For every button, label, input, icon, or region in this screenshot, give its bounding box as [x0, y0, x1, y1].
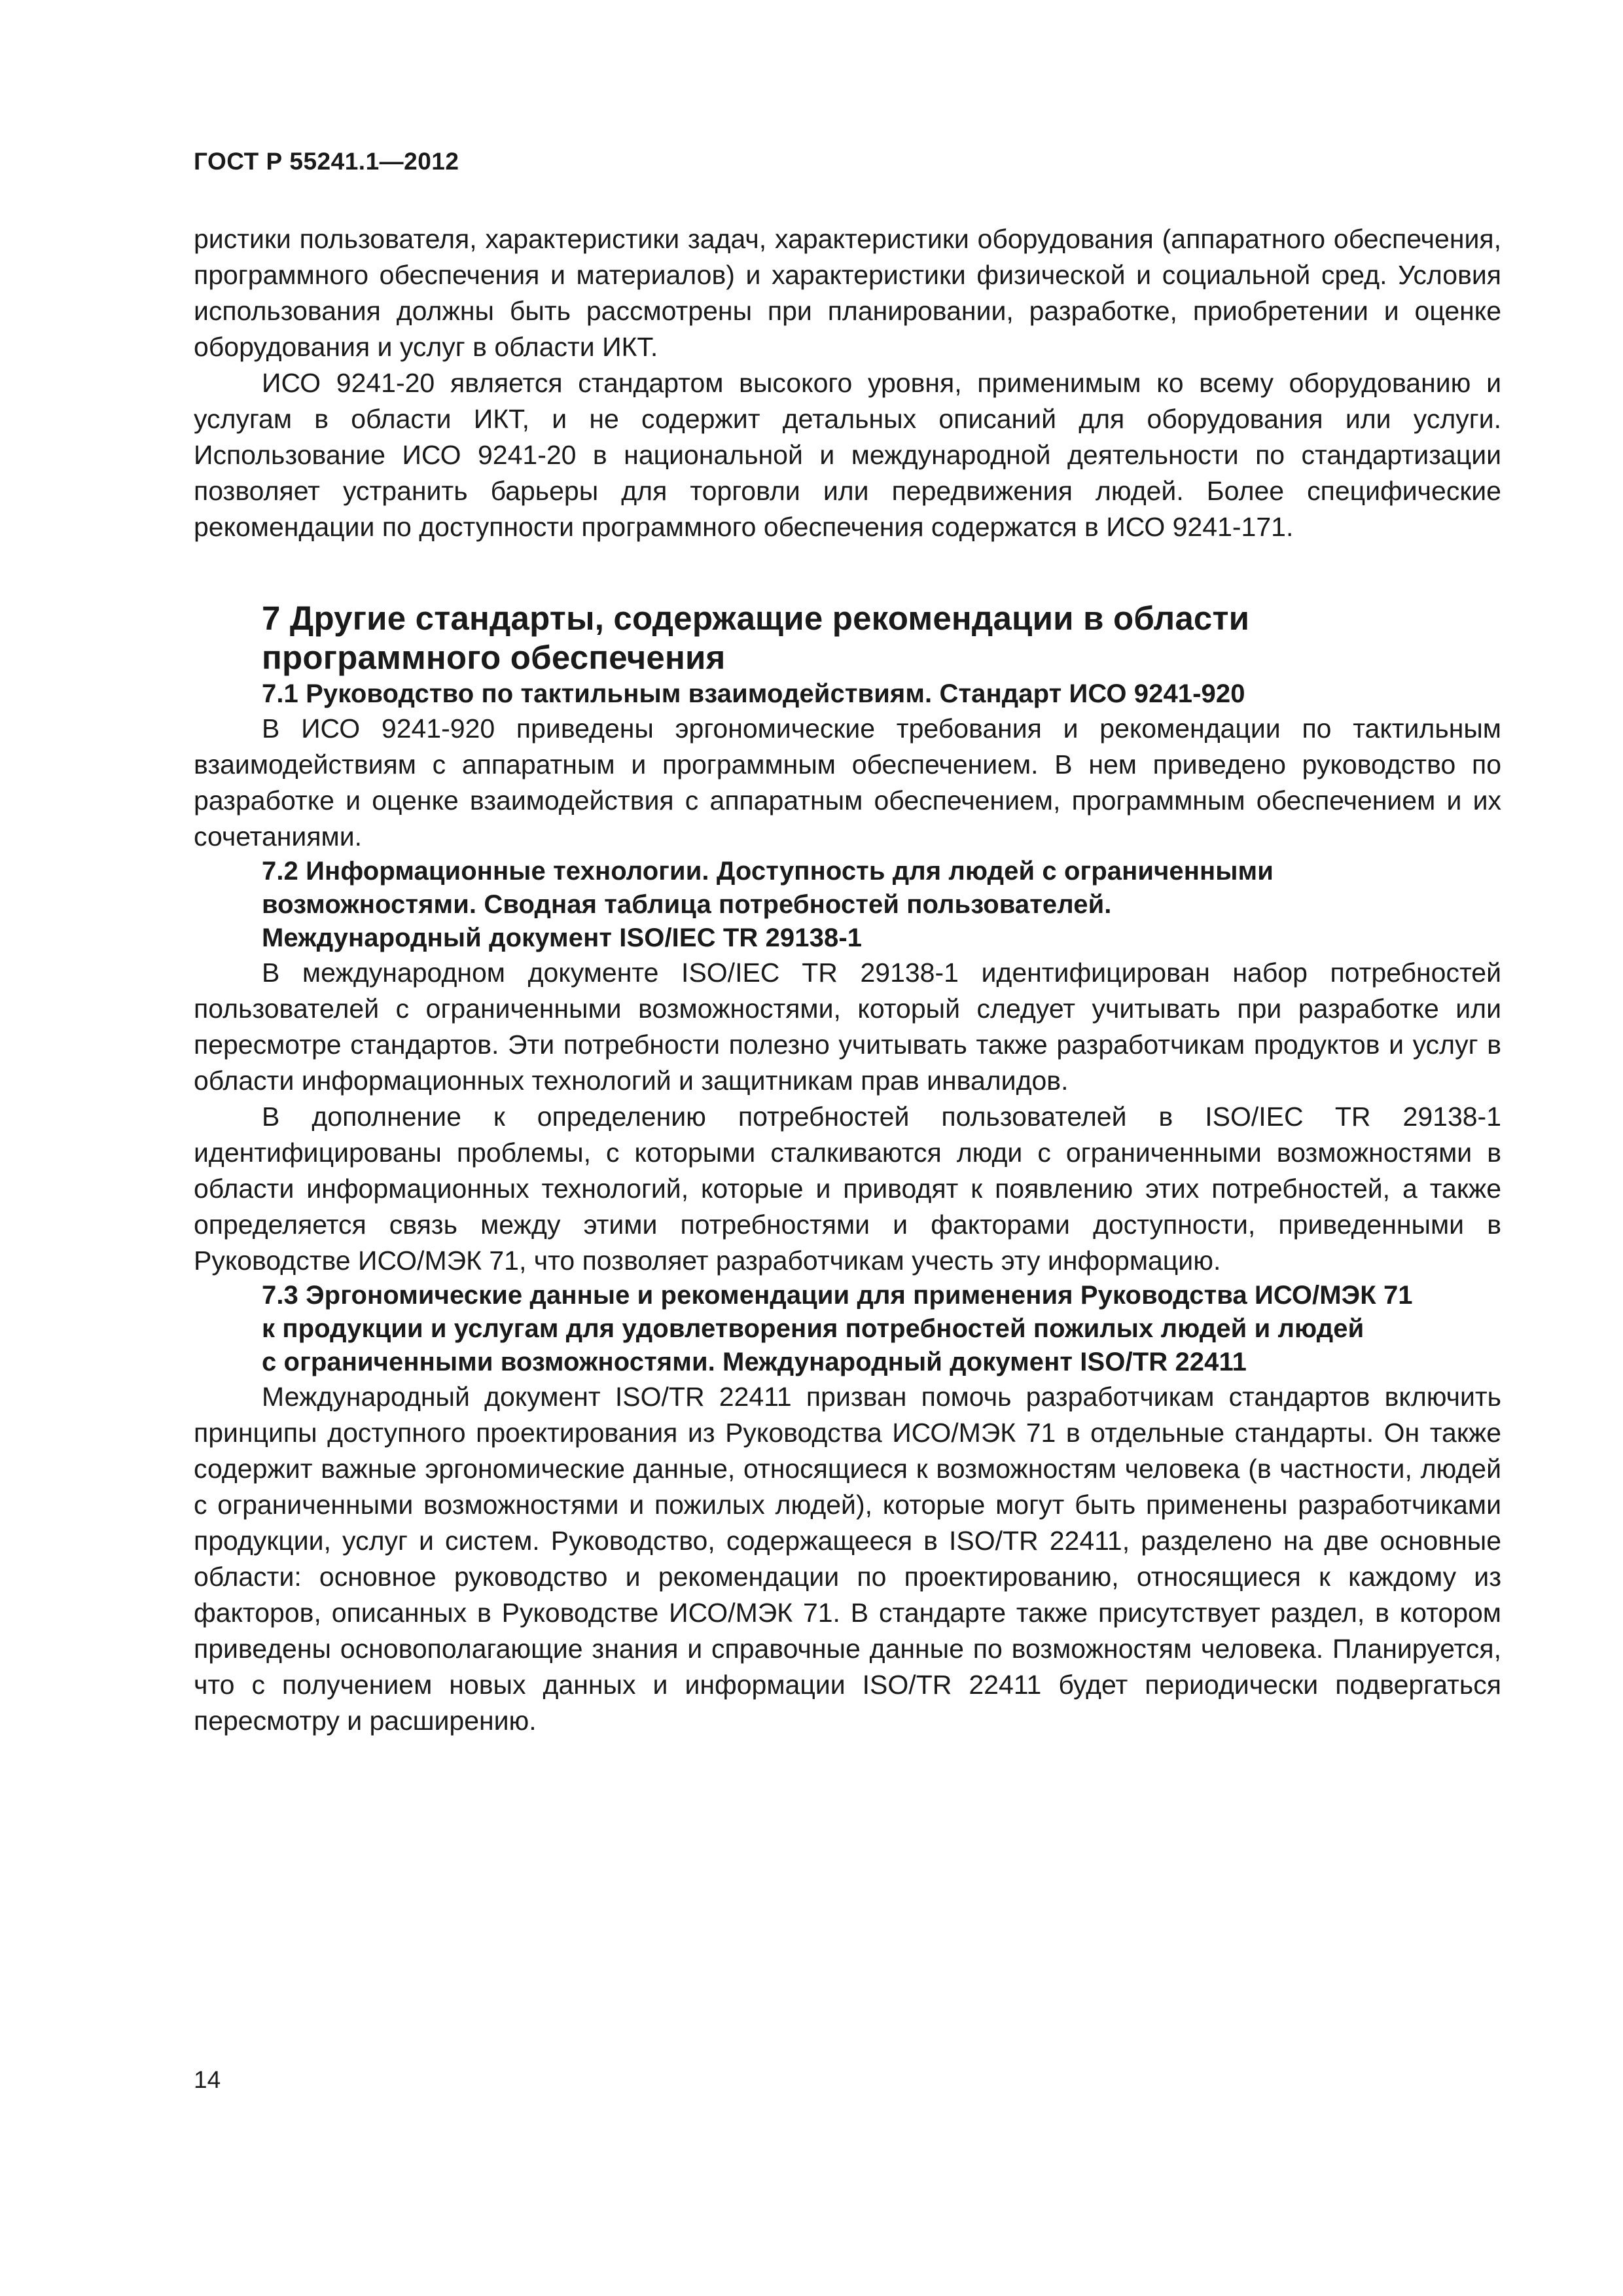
page-number: 14 — [194, 2066, 221, 2093]
section-7-title — [262, 599, 1501, 677]
subsection-7-3-title-line-1: 7.3 Эргономические данные и рекомендации для применения Руководства ИСО/МЭК 71 — [262, 1281, 1413, 1310]
subsection-7-2-title-line-3: Международный документ ISO/IEC TR 29138-1 — [262, 924, 863, 952]
subsection-7-1-paragraph-1: В ИСО 9241-920 приведены эргономические требования и рекомендации по тактильным взаимодействиям с аппаратным и программным обеспечением. В нем приведено руководство по разработке и оценке взаимодействия с аппаратным обеспечением, программным обеспечением и их сочетаниями. — [194, 713, 1501, 852]
document-header-code: ГОСТ Р 55241.1—2012 — [194, 148, 459, 175]
intro-paragraph-2: ИСО 9241-20 является стандартом высокого уровня, применимым ко всему оборудованию и услугам в области ИКТ, и не содержит детальных описаний для оборудования или услуги. Использование ИСО 9241-20 в национальной и международной деятельности по стандартизации позволяет устранить барьеры для торговли или передвижения людей. Более специфические рекомендации по доступности программного обеспечения содержатся в ИСО 9241-171. — [194, 368, 1501, 542]
intro-paragraph-1: ристики пользователя, характеристики задач, характеристики оборудования (аппаратного обеспечения, программного обеспечения и материалов) и характеристики физической и социальной сред. Условия использования должны быть рассмотрены при планировании, разработке, приобретении и оценке оборудования и услуг в области ИКТ. — [194, 224, 1501, 362]
subsection-7-1-title: 7.1 Руководство по тактильным взаимодействиям. Стандарт ИСО 9241-920 — [262, 679, 1245, 708]
subsection-7-2-title-line-2: возможностями. Сводная таблица потребностей пользователей. — [262, 890, 1112, 919]
subsection-7-3-title — [262, 1279, 1501, 1379]
section-7-title-line-2: программного обеспечения — [262, 639, 726, 676]
section-7-title-line-1: 7 Другие стандарты, содержащие рекомендации в области — [262, 600, 1250, 637]
subsection-7-3-paragraph-1: Международный документ ISO/TR 22411 призван помочь разработчикам стандартов включить принципы доступного проектирования из Руководства ИСО/МЭК 71 в отдельные стандарты. Он также содержит важные эргономические данные, относящиеся к возможностям человека (в частности, людей с ограниченными возможностями и пожилых людей), которые могут быть применены разработчиками продукции, услуг и систем. Руководство, содержащееся в ISO/TR 22411, разделено на две основные области: основное руководство и рекомендации по проектированию, относящиеся к каждому из факторов, описанных в Руководстве ИСО/МЭК 71. В стандарте также присутствует раздел, в котором приведены основополагающие знания и справочные данные по возможностям человека. Планируется, что с получением новых данных и информации ISO/TR 22411 будет периодически подвергаться пересмотру и расширению. — [194, 1382, 1501, 1736]
page-content — [194, 221, 1501, 1739]
subsection-7-2-paragraph-2: В дополнение к определению потребностей пользователей в ISO/IEC TR 29138-1 идентифицированы проблемы, с которыми сталкиваются люди с ограниченными возможностями в области информационных технологий, которые и приводят к появлению этих потребностей, а также определяется связь между этими потребностями и факторами доступности, приведенными в Руководстве ИСО/МЭК 71, что позволяет разработчикам учесть эту информацию. — [194, 1102, 1501, 1276]
subsection-7-2-title-line-1: 7.2 Информационные технологии. Доступность для людей с ограниченными — [262, 857, 1274, 886]
subsection-7-2-title — [262, 855, 1501, 955]
subsection-7-2-paragraph-1: В международном документе ISO/IEC TR 29138-1 идентифицирован набор потребностей пользователей с ограниченными возможностями, который следует учитывать при разработке или пересмотре стандартов. Эти потребности полезно учитывать также разработчикам продуктов и услуг в области информационных технологий и защитникам прав инвалидов. — [194, 958, 1501, 1096]
subsection-7-3-title-line-3: с ограниченными возможностями. Международный документ ISO/TR 22411 — [262, 1348, 1247, 1376]
subsection-7-3-title-line-2: к продукции и услугам для удовлетворения потребностей пожилых людей и людей — [262, 1314, 1364, 1343]
